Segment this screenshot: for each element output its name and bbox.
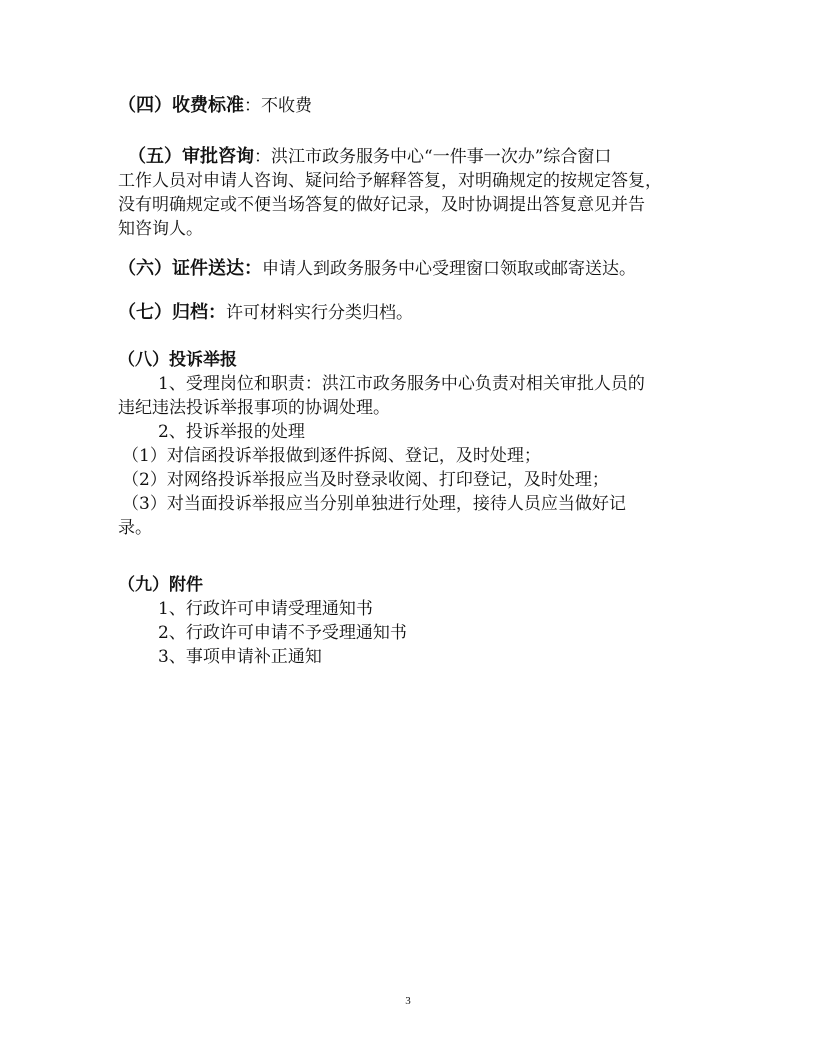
paragraph-line: 违纪违法投诉举报事项的协调处理。 — [118, 398, 390, 418]
section-complaints — [118, 348, 703, 540]
section-fee-standard — [118, 94, 703, 118]
paragraph-line: 知咨询人。 — [118, 219, 203, 239]
section-heading: （八）投诉举报 — [118, 350, 237, 370]
section-separator: ： — [244, 96, 261, 116]
section-approval-consultation — [118, 145, 703, 241]
page-number: 3 — [405, 995, 411, 1007]
paragraph-line: 1、受理岗位和职责：洪江市政务服务中心负责对相关审批人员的 — [158, 374, 645, 394]
section-text: 许可材料实行分类归档。 — [226, 303, 413, 323]
paragraph-line: 没有明确规定或不便当场答复的做好记录，及时协调提出答复意见并告 — [118, 195, 645, 215]
list-item: （1）对信函投诉举报做到逐件拆阅、登记，及时处理； — [122, 446, 541, 466]
list-item: （3）对当面投诉举报应当分别单独进行处理，接待人员应当做好记 — [122, 494, 626, 514]
section-heading: （七）归档： — [118, 302, 226, 323]
attachment-item: 2、行政许可申请不予受理通知书 — [158, 623, 407, 643]
section-heading: （六）证件送达： — [118, 258, 262, 279]
paragraph-line: 洪江市政务服务中心“一件事一次办”综合窗口 — [271, 147, 612, 167]
section-heading: （九）附件 — [118, 575, 203, 595]
paragraph-line: 工作人员对申请人咨询、疑问给予解释答复，对明确规定的按规定答复， — [118, 171, 662, 191]
section-certificate-delivery — [118, 257, 703, 281]
list-item: 2、投诉举报的处理 — [158, 422, 305, 442]
section-text: 申请人到政务服务中心受理窗口领取或邮寄送达。 — [262, 259, 636, 279]
section-separator: ： — [254, 147, 271, 167]
attachment-item: 3、事项申请补正通知 — [158, 647, 322, 667]
paragraph-line: 录。 — [118, 518, 152, 538]
section-heading: （五）审批咨询 — [128, 146, 254, 167]
list-item: （2）对网络投诉举报应当及时登录收阅、打印登记，及时处理； — [122, 470, 609, 490]
section-attachments — [118, 573, 703, 669]
attachment-item: 1、行政许可申请受理通知书 — [158, 599, 373, 619]
section-text: 不收费 — [261, 96, 312, 116]
section-archiving — [118, 301, 703, 325]
section-heading: （四）收费标准 — [118, 95, 244, 116]
